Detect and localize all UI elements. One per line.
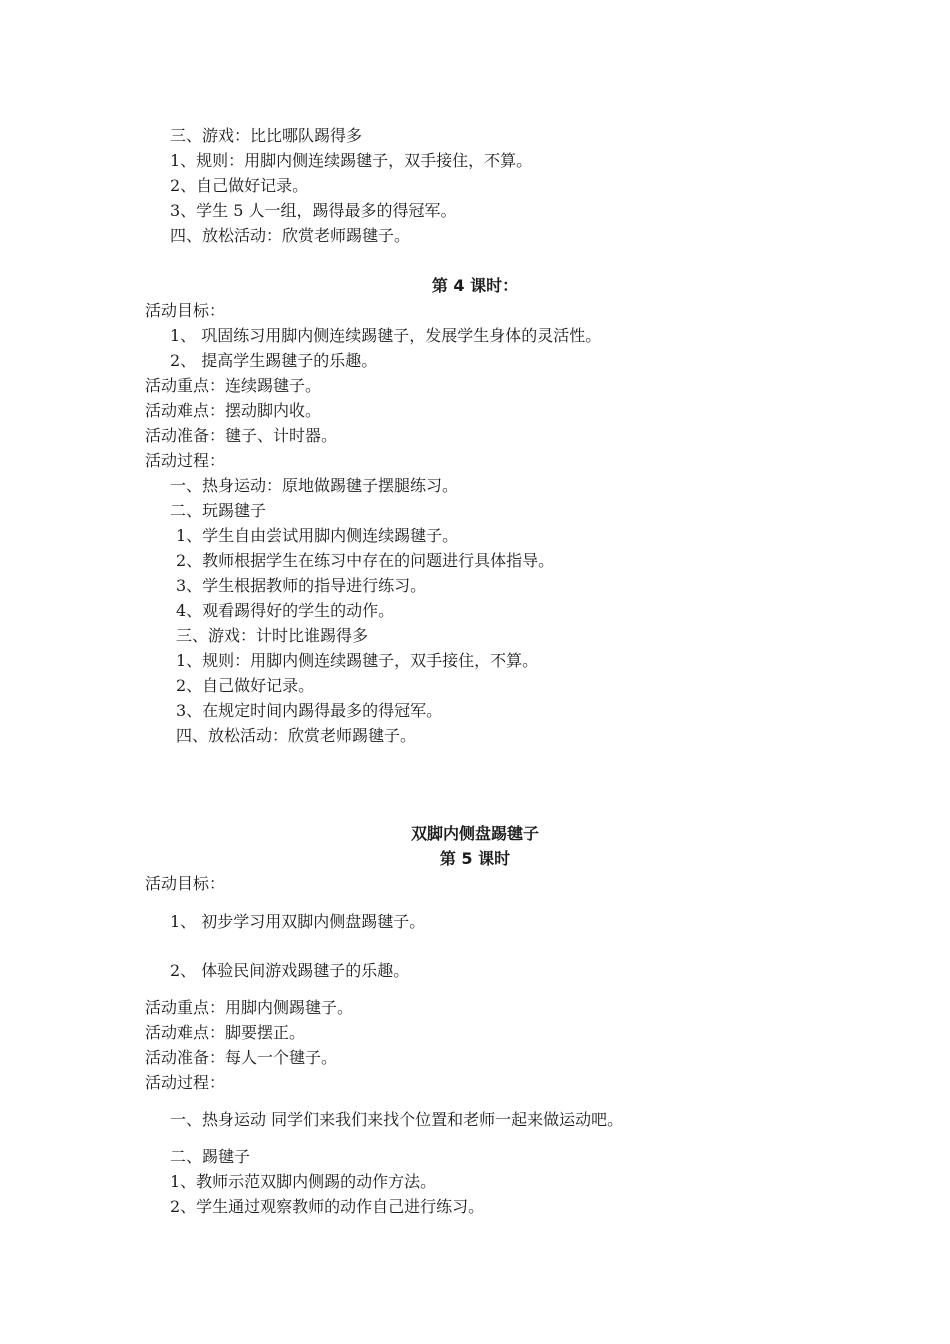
- lesson4-key-point: 活动重点：连续踢毽子。: [145, 376, 322, 395]
- lesson5-key-point: 活动重点：用脚内侧踢毽子。: [145, 998, 354, 1017]
- lesson5-process-item: 二、踢毽子: [170, 1147, 251, 1166]
- lesson4-preparation: 活动准备：毽子、计时器。: [145, 426, 338, 445]
- lesson4-process-item: 1、学生自由尝试用脚内侧连续踢毽子。: [176, 526, 459, 545]
- lesson4-process-item: 2、教师根据学生在练习中存在的问题进行具体指导。: [176, 551, 555, 570]
- lesson4-process-item: 二、玩踢毽子: [170, 501, 267, 520]
- lesson4-process-item: 三、游戏：计时比谁踢得多: [176, 626, 369, 645]
- lesson4-process-item: 4、观看踢得好的学生的动作。: [176, 601, 395, 620]
- text-line: 3、学生 5 人一组，踢得最多的得冠军。: [170, 201, 457, 220]
- lesson4-process-item: 3、学生根据教师的指导进行练习。: [176, 576, 427, 595]
- lesson5-process-item: 一、热身运动 同学们来我们来找个位置和老师一起来做运动吧。: [170, 1110, 624, 1129]
- lesson4-process-item: 一、热身运动：原地做踢毽子摆腿练习。: [170, 476, 459, 495]
- lesson5-preparation: 活动准备：每人一个毽子。: [145, 1048, 338, 1067]
- lesson4-goal: 2、 提高学生踢毽子的乐趣。: [170, 351, 378, 370]
- lesson4-heading: 第 4 课时：: [431, 276, 519, 295]
- lesson5-goal: 1、 初步学习用双脚内侧盘踢毽子。: [170, 912, 426, 931]
- text-line: 四、放松活动：欣赏老师踢毽子。: [170, 226, 411, 245]
- lesson5-difficulty: 活动难点：脚要摆正。: [145, 1023, 306, 1042]
- lesson4-difficulty: 活动难点：摆动脚内收。: [145, 401, 322, 420]
- lesson4-goal: 1、 巩固练习用脚内侧连续踢毽子，发展学生身体的灵活性。: [170, 326, 602, 345]
- lesson5-process-item: 1、教师示范双脚内侧踢的动作方法。: [170, 1172, 437, 1191]
- text-line: 三、游戏：比比哪队踢得多: [170, 126, 363, 145]
- lesson5-goals-label: 活动目标：: [145, 874, 226, 893]
- text-line: 1、规则：用脚内侧连续踢毽子，双手接住，不算。: [170, 151, 533, 170]
- lesson5-title: 双脚内侧盘踢毽子: [410, 824, 539, 843]
- lesson5-heading: 第 5 课时: [439, 849, 511, 868]
- lesson5-process-item: 2、学生通过观察教师的动作自己进行练习。: [170, 1197, 485, 1216]
- lesson5-process-label: 活动过程：: [145, 1073, 226, 1092]
- lesson5-goal: 2、 体验民间游戏踢毽子的乐趣。: [170, 961, 410, 980]
- lesson4-goals-label: 活动目标：: [145, 301, 226, 320]
- lesson4-process-item: 3、在规定时间内踢得最多的得冠军。: [176, 701, 443, 720]
- lesson4-process-item: 1、规则：用脚内侧连续踢毽子，双手接住，不算。: [176, 651, 539, 670]
- lesson4-process-label: 活动过程：: [145, 451, 226, 470]
- lesson4-process-item: 2、自己做好记录。: [176, 676, 315, 695]
- lesson4-process-item: 四、放松活动：欣赏老师踢毽子。: [176, 726, 417, 745]
- text-line: 2、自己做好记录。: [170, 176, 309, 195]
